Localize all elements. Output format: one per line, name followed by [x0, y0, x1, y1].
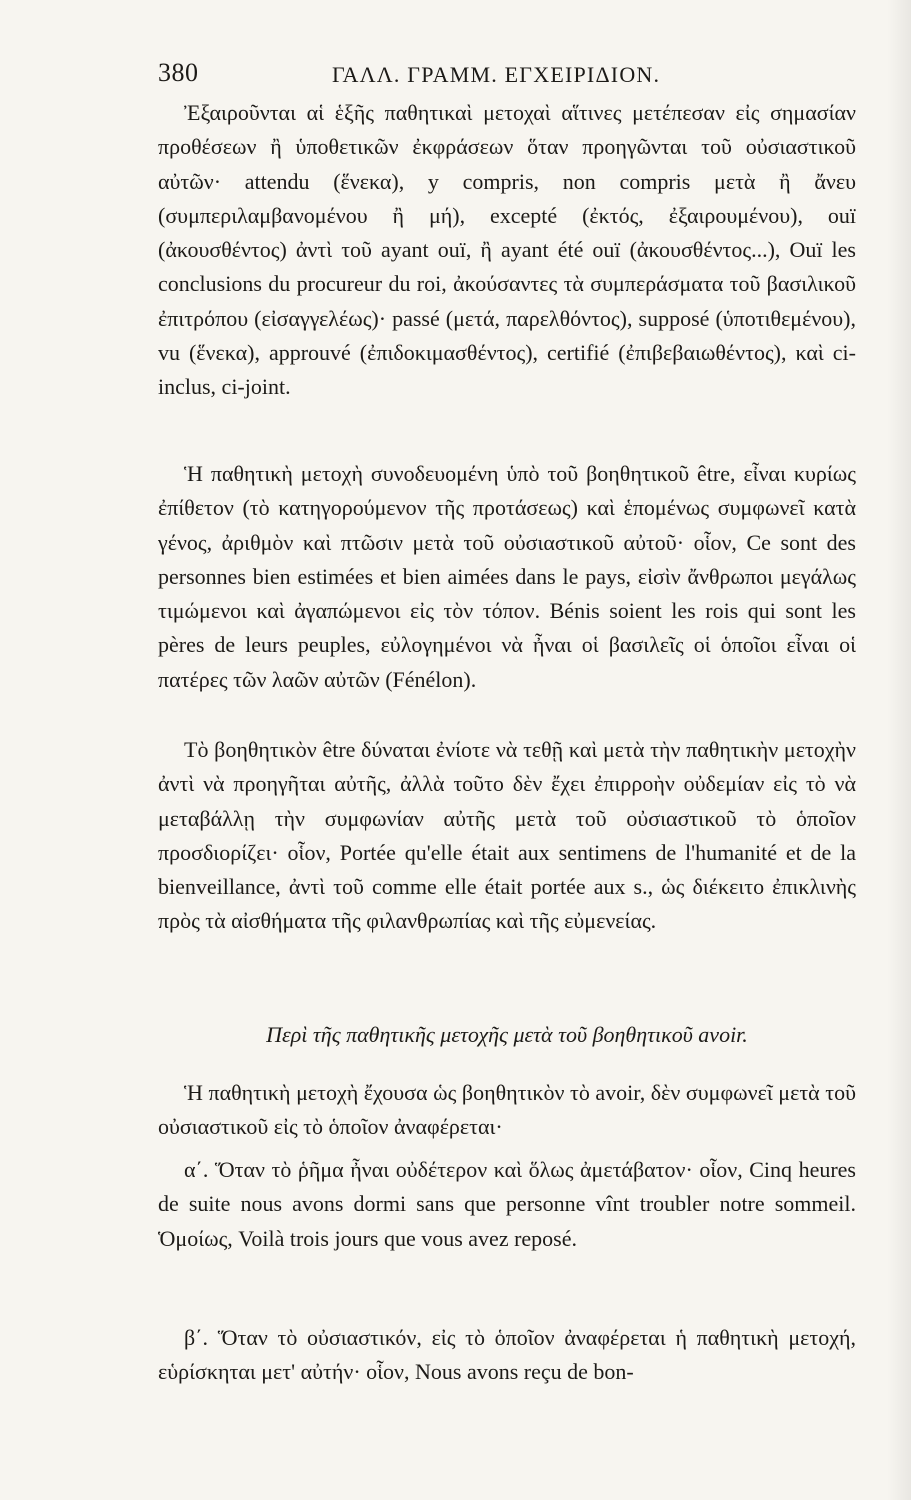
page-edge-shadow: [887, 0, 911, 1500]
running-title: ΓΑΛΛ. ΓΡΑΜΜ. ΕΓΧΕΙΡΙΔΙΟΝ.: [332, 62, 661, 87]
section-heading: Περὶ τῆς παθητικῆς μετοχῆς μετὰ τοῦ βοηθητικοῦ avoir.: [266, 1022, 748, 1047]
page-header: [158, 58, 858, 98]
paragraph-avoir-intro: Ἡ παθητικὴ μετοχὴ ἔχουσα ὡς βοηθητικὸν τὸ avoir, δὲν συμφωνεῖ μετὰ τοῦ οὐσιαστικοῦ εἰς τὸ ὁποῖον ἀναφέρεται·: [158, 1080, 856, 1140]
paragraph-rule-beta: β΄. Ὅταν τὸ οὐσιαστικόν, εἰς τὸ ὁποῖον ἀναφέρεται ἡ παθητικὴ μετοχή, εὑρίσκηται μετ' αὐτήν· οἷον, Nous avons reçu de bon-: [158, 1325, 856, 1385]
paragraph-rule-alpha: α΄. Ὅταν τὸ ῥῆμα ἦναι οὐδέτερον καὶ ὅλως ἀμετάβατον· οἷον, Cinq heures de suite nous avons dormi sans que personne vînt troubler notre sommeil. Ὁμοίως, Voilà trois jours que vous avez reposé.: [158, 1157, 856, 1251]
paragraph-participle-exceptions: Ἐξαιροῦνται αἱ ἑξῆς παθητικαὶ μετοχαὶ αἵτινες μετέπεσαν εἰς σημασίαν προθέσεων ἢ ὑποθετικῶν ἐκφράσεων ὅταν προηγῶνται τοῦ οὐσιαστικοῦ αὐτῶν· attendu (ἕνεκα), y compris, non compris μετὰ ἢ ἄνευ (συμπεριλαμβανομένου ἢ μή), excepté (ἐκτός, ἐξαιρουμένου), ouï (ἀκουσθέντος) ἀντὶ τοῦ ayant ouï, ἢ ayant été ouï (ἀκουσθέντος...), Ouï les conclusions du procureur du roi, ἀκούσαντες τὰ συμπεράσματα τοῦ βασιλικοῦ ἐπιτρόπου (εἰσαγγελέως)· passé (μετά, παρελθόντος), supposé (ὑποτιθεμένου), vu (ἕνεκα), approuvé (ἐπιδοκιμασθέντος), certifié (ἐπιβεβαιωθέντος), καὶ ci-inclus, ci-joint.: [158, 100, 856, 400]
paragraph-participle-with-etre: Ἡ παθητικὴ μετοχὴ συνοδευομένη ὑπὸ τοῦ βοηθητικοῦ être, εἶναι κυρίως ἐπίθετον (τὸ κατηγορούμενον τῆς προτάσεως) καὶ ἑπομένως συμφωνεῖ κατὰ γένος, ἀριθμὸν καὶ πτῶσιν μετὰ τοῦ οὐσιαστικοῦ αὐτοῦ· οἷον, Ce sont des personnes bien estimées et bien aimées dans le pays, εἰσὶν ἄνθρωποι μεγάλως τιμώμενοι καὶ ἀγαπώμενοι εἰς τὸν τόπον. Bénis soient les rois qui sont les pères de leurs peuples, εὐλογημένοι νὰ ἦναι οἱ βασιλεῖς οἱ ὁποῖοι εἶναι οἱ πατέρες τῶν λαῶν αὐτῶν (Fénélon).: [158, 461, 856, 692]
paragraph-etre-position: Τὸ βοηθητικὸν être δύναται ἐνίοτε νὰ τεθῇ καὶ μετὰ τὴν παθητικὴν μετοχὴν ἀντὶ νὰ προηγῆται αὐτῆς, ἀλλὰ τοῦτο δὲν ἔχει ἐπιρροὴν οὐδεμίαν εἰς τὸ νὰ μεταβάλλῃ τὴν συμφωνίαν αὐτῆς μετὰ τοῦ οὐσιαστικοῦ τὸ ὁποῖον προσδιορίζει· οἷον, Portée qu'elle était aux sentimens de l'humanité et de la bienveillance, ἀντὶ τοῦ comme elle était portée aux s., ὡς διέκειτο ἐπικλινὴς πρὸς τὰ αἰσθήματα τῆς φιλανθρωπίας καὶ τῆς εὐμενείας.: [158, 737, 856, 934]
page-number: 380: [158, 58, 199, 87]
